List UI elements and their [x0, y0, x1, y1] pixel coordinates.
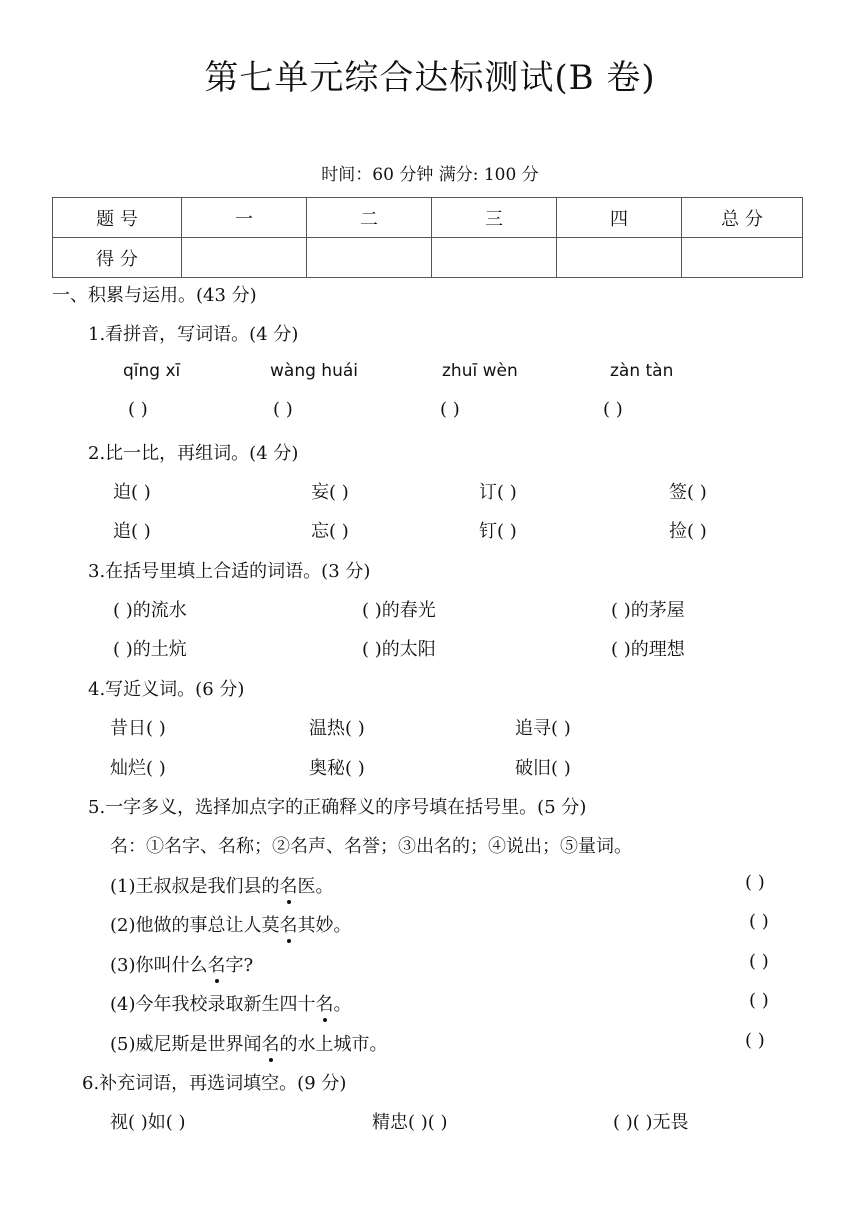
score-cell[interactable] [557, 238, 682, 278]
fill-phrase[interactable]: ( )的太阳 [362, 639, 436, 660]
fill-phrase[interactable]: ( )的茅屋 [611, 600, 685, 621]
sentence-text: (2)他做的事总让人莫 [110, 915, 280, 936]
sentence-text: 字? [225, 955, 254, 976]
synonym-item[interactable]: 追寻( ) [515, 718, 571, 739]
sentence-text: 其妙。 [297, 915, 352, 936]
score-table-header-cell: 三 [432, 198, 557, 238]
score-table-header-cell: 四 [557, 198, 682, 238]
answer-blank[interactable]: ( ) [749, 911, 769, 932]
score-table-header-cell: 总 分 [682, 198, 803, 238]
dotted-character: 名 [280, 872, 298, 898]
question-1-prompt: 1.看拼音，写词语。(4 分) [88, 324, 299, 345]
dotted-character: 名 [316, 990, 334, 1016]
dotted-character: 名 [262, 1030, 280, 1056]
score-table-header-row [53, 198, 803, 238]
question-5-prompt: 5.一字多义，选择加点字的正确释义的序号填在括号里。(5 分) [88, 797, 587, 818]
question-4-prompt: 4.写近义词。(6 分) [88, 679, 245, 700]
score-table-header-cell: 题 号 [53, 198, 182, 238]
sentence-text: (3)你叫什么 [110, 955, 208, 976]
sentence-text: (4)今年我校录取新生四十 [110, 994, 316, 1015]
dotted-character: 名 [208, 951, 226, 977]
sentence-item [110, 951, 253, 977]
question-6-prompt: 6.补充词语，再选词填空。(9 分) [82, 1073, 347, 1094]
score-table-header-cell: 二 [307, 198, 432, 238]
page-title: 第七单元综合达标测试(B 卷) [204, 58, 656, 98]
section-heading: 一、积累与运用。(43 分) [52, 285, 257, 306]
pinyin-2: wàng huái [270, 361, 358, 381]
fill-phrase[interactable]: ( )的春光 [362, 600, 436, 621]
answer-blank[interactable]: ( ) [745, 1030, 765, 1051]
sentence-item [110, 990, 352, 1016]
fill-phrase[interactable]: ( )的理想 [611, 639, 685, 660]
sentence-text: 。 [333, 994, 352, 1015]
score-table-row-label: 得 分 [53, 238, 182, 278]
answer-blank[interactable]: ( ) [749, 990, 769, 1011]
answer-blank[interactable]: ( ) [273, 399, 293, 420]
pinyin-3: zhuī wèn [442, 361, 518, 381]
compare-item[interactable]: 迫( ) [113, 482, 151, 503]
synonym-item[interactable]: 灿烂( ) [110, 758, 166, 779]
sentence-text: 的水上城市。 [279, 1034, 388, 1055]
score-table-score-row [53, 238, 803, 278]
sentence-text: (5)威尼斯是世界闻 [110, 1034, 262, 1055]
idiom-item[interactable]: 视( )如( ) [110, 1112, 186, 1133]
question-2-prompt: 2.比一比，再组词。(4 分) [88, 443, 299, 464]
answer-blank[interactable]: ( ) [440, 399, 460, 420]
compare-item[interactable]: 妄( ) [311, 482, 349, 503]
sentence-item [110, 1030, 388, 1056]
score-table [52, 197, 803, 278]
compare-item[interactable]: 忘( ) [311, 521, 349, 542]
synonym-item[interactable]: 奥秘( ) [309, 758, 365, 779]
sentence-item [110, 872, 334, 898]
score-cell[interactable] [432, 238, 557, 278]
score-table-header-cell: 一 [182, 198, 307, 238]
test-info: 时间：60 分钟 满分: 100 分 [321, 165, 539, 185]
fill-phrase[interactable]: ( )的流水 [113, 600, 187, 621]
dotted-character: 名 [280, 911, 298, 937]
compare-item[interactable]: 钉( ) [479, 521, 517, 542]
sentence-text: (1)王叔叔是我们县的 [110, 876, 280, 897]
fill-phrase[interactable]: ( )的土炕 [113, 639, 187, 660]
compare-item[interactable]: 订( ) [479, 482, 517, 503]
compare-item[interactable]: 捡( ) [669, 521, 707, 542]
synonym-item[interactable]: 昔日( ) [110, 718, 166, 739]
answer-blank[interactable]: ( ) [749, 951, 769, 972]
meaning-options: 名：①名字、名称；②名声、名誉；③出名的；④说出；⑤量词。 [110, 836, 632, 857]
answer-blank[interactable]: ( ) [745, 872, 765, 893]
score-cell[interactable] [182, 238, 307, 278]
idiom-item[interactable]: ( )( )无畏 [613, 1112, 689, 1133]
pinyin-1: qīng xī [123, 361, 181, 381]
answer-blank[interactable]: ( ) [128, 399, 148, 420]
compare-item[interactable]: 追( ) [113, 521, 151, 542]
idiom-item[interactable]: 精忠( )( ) [372, 1112, 448, 1133]
pinyin-4: zàn tàn [610, 361, 674, 381]
synonym-item[interactable]: 温热( ) [309, 718, 365, 739]
score-cell[interactable] [682, 238, 803, 278]
sentence-item [110, 911, 352, 937]
compare-item[interactable]: 签( ) [669, 482, 707, 503]
answer-blank[interactable]: ( ) [603, 399, 623, 420]
sentence-text: 医。 [297, 876, 334, 897]
synonym-item[interactable]: 破旧( ) [515, 758, 571, 779]
score-cell[interactable] [307, 238, 432, 278]
question-3-prompt: 3.在括号里填上合适的词语。(3 分) [88, 561, 371, 582]
